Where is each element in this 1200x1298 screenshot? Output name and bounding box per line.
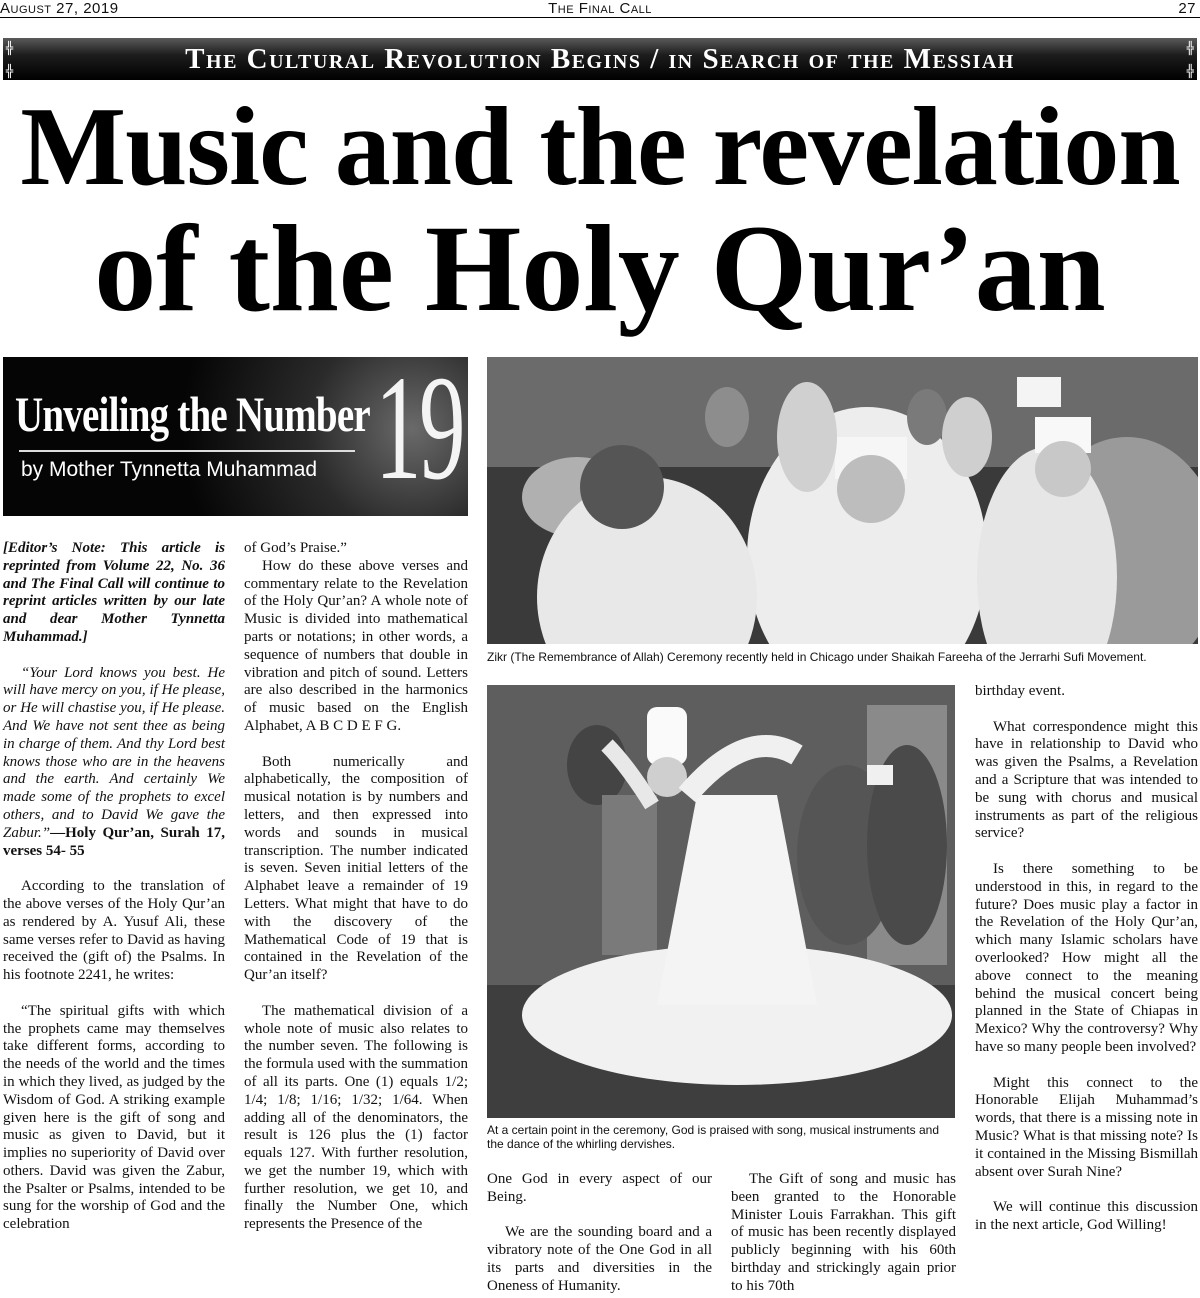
paragraph: Both numerically and alphabetically, the composition of musical notation is by numbers and letters, and then expressed into words and sounds in musical transcription. The number indicated is seven. Seven initial letters of the Alphabet leave a remainder of 19 Letters. What might that have to do with the discovery of the Mathematical Code of 19 that is contained in the Revelation of the Qur’an itself? [244, 753, 468, 984]
paragraph: The mathematical division of a whole note of music also relates to the number seven. The following is the formula used with the summation of all its parts. One (1) equals 1/2; 1/4; 1/8; 1/16; 1/32; 1/64. When adding all of the denominators, the result is 126 plus the (1) factor equals 127. With further resolution, we get the number 19, which with further resolution, we get 10, and finally the Number One, which represents the Presence of the [244, 1002, 468, 1233]
opening-quote: “Your Lord knows you best. He will have mercy on you, if He please, or He will chastise you, if He please. And We have not sent thee as being in charge of them. And thy Lord best knows those who are in the heavens and the earth. And certainly We made some of the prophets to excel others, and to David We gave the Zabur.”—Holy Qur’an, Surah 17, verses 54- 55 [3, 664, 225, 859]
zikr-ceremony-photo [487, 357, 1198, 644]
article-column-4 [731, 1171, 956, 1296]
paragraph: Might this connect to the Honorable Elijah Muhammad’s words, that there is a missing note in Music? What is that missing note? Is it contained in the Missing Bismillah absent over Surah Nine? [975, 1074, 1198, 1180]
column-logo-rule [19, 450, 355, 452]
article-column-3 [487, 1171, 712, 1296]
headline-line-1: Music and the revelation [20, 85, 1180, 209]
headline-line-2: of the Holy Qur’an [94, 200, 1106, 337]
paragraph: According to the translation of the above verses of the Holy Qur’an as rendered by A. Yusuf Ali, these same verses refer to David as having received the (gift of) the Psalms. In his footnote 2241, he writes: [3, 878, 225, 984]
corner-ornament-icon: ╬ [6, 41, 14, 55]
issue-date: August 27, 2019 [0, 0, 119, 17]
column-logo-number: 19 [375, 345, 464, 511]
newspaper-name: The Final Call [548, 0, 652, 17]
article-column-2 [244, 540, 468, 1234]
column-logo [3, 345, 468, 516]
paragraph: of God’s Praise.” [244, 540, 347, 556]
paragraph: “The spiritual gifts with which the prophets came may themselves take different forms, according to the needs of the world and the times in which they lived, as judged by the Wisdom of God. A striking example given here is the gift of song and music as given to David, but it implies no superiority of David over others. David was given the Zabur, the Psalter or Psalms, intended to be sung for the worship of God and the celebration [3, 1002, 225, 1233]
paragraph: One God in every aspect of our Being. [487, 1171, 712, 1205]
paragraph: How do these above verses and commentary relate to the Revelation of the Holy Qur’an? A whole note of Music is divided into mathematical parts or notations; in other words, a sequence of numbers that double in vibration and pitch of sound. Letters are also described in the harmonics of music based on the English Alphabet, A B C D E F G. [244, 557, 468, 734]
banner-title: The Cultural Revolution Begins / in Search of the Messiah [185, 43, 1015, 75]
section-banner [3, 38, 1197, 80]
whirling-dervish-photo [487, 685, 955, 1118]
corner-ornament-icon: ╬ [1186, 64, 1194, 78]
paragraph: What correspondence might this have in relationship to David who was given the Psalms, a Revelation and a Scripture that was intended to be sung with chorus and musical instruments as part of the religious service? [975, 718, 1198, 842]
paragraph: Is there something to be understood in this, in regard to the future? Does music play a factor in the Revelation of the Holy Qur’an, which many Islamic scholars have overlooked? How might all the above connect to the meaning behind the musical concert being planned in the State of Chiapas in Mexico? Why the controversy? Why have so many people been involved? [975, 860, 1198, 1055]
article-column-5 [975, 683, 1198, 1235]
paragraph: birthday event. [975, 683, 1065, 699]
paragraph: We will continue this discussion in the next article, God Willing! [975, 1199, 1198, 1233]
column-logo-byline: by Mother Tynnetta Muhammad [21, 458, 318, 481]
column-logo-title: Unveiling the Number [15, 386, 370, 442]
editors-note: [Editor’s Note: This article is reprinted from Volume 22, No. 36 and The Final Call will continue to reprint articles written by our late and dear Mother Tynnetta Muhammad.] [3, 540, 225, 645]
top-photo-caption: Zikr (The Remembrance of Allah) Ceremony recently held in Chicago under Shaikah Fareeha of the Jerrarhi Sufi Movement. [487, 650, 1147, 664]
page-number: 27 [1178, 0, 1196, 17]
paragraph: The Gift of song and music has been granted to the Honorable Minister Louis Farrakhan. This gift of music has been recently displayed publicly beginning with his 60th birthday and strickingly again prior to his 70th [731, 1171, 956, 1294]
corner-ornament-icon: ╬ [6, 64, 14, 78]
folio-rule [0, 17, 1200, 18]
paragraph: We are the sounding board and a vibratory note of the One God in all its parts and diversities in the Oneness of Humanity. [487, 1224, 712, 1294]
middle-photo-caption: At a certain point in the ceremony, God is praised with song, musical instruments and the dance of the whirling dervishes. [487, 1123, 939, 1151]
corner-ornament-icon: ╬ [1186, 41, 1194, 55]
article-column-1 [3, 540, 225, 1234]
quote-source: —Holy Qur’an, Surah 17, verses 54- 55 [3, 824, 225, 859]
